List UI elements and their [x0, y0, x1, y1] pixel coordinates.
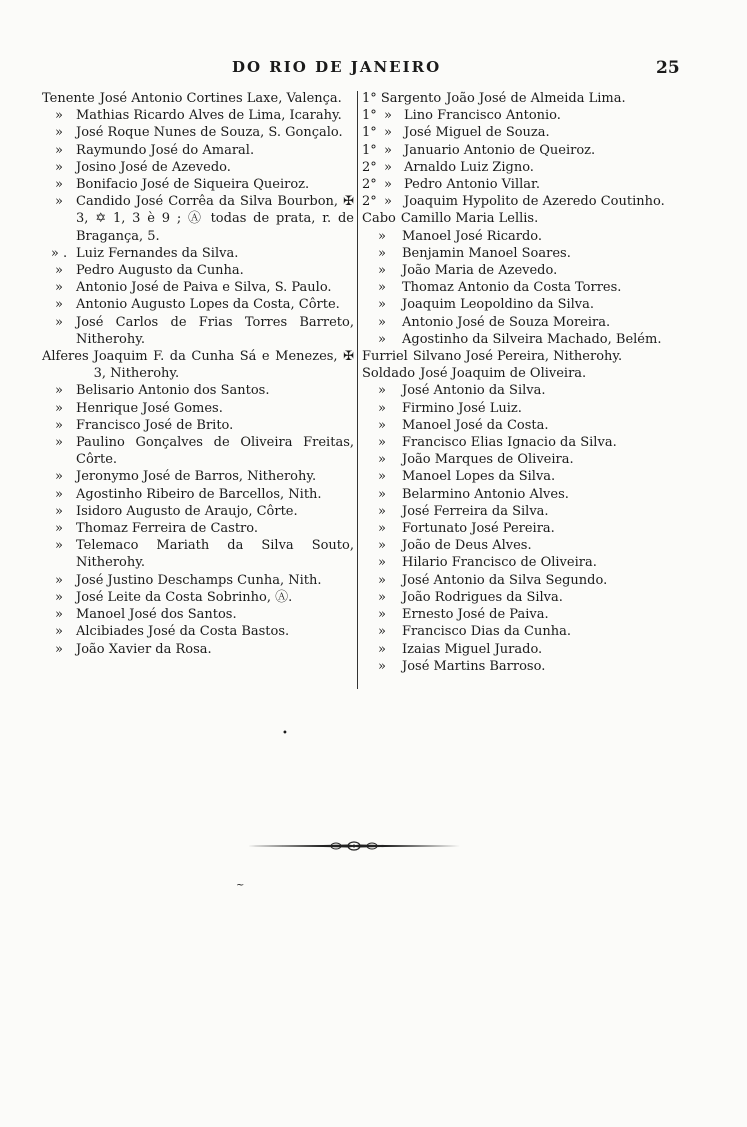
- ditto-mark: »: [378, 314, 386, 330]
- ditto-mark: »: [378, 400, 386, 416]
- ditto-mark: »: [384, 125, 392, 141]
- person-name: Henrique José Gomes.: [76, 400, 223, 416]
- person-name: Thomaz Ferreira de Castro.: [76, 521, 258, 537]
- list-item: [42, 382, 354, 399]
- person-name: José Martins Barroso.: [402, 658, 546, 674]
- ditto-mark: »: [55, 177, 63, 193]
- list-item: [42, 245, 354, 262]
- ditto-mark: »: [55, 194, 63, 210]
- ditto-mark: »: [378, 383, 386, 399]
- ditto-mark: »: [378, 452, 386, 468]
- right-column: [362, 90, 680, 675]
- rank-label: Furriel: [362, 349, 408, 365]
- person-name: Manoel José da Costa.: [402, 417, 549, 433]
- person-name: Alcibiades José da Costa Bastos.: [76, 624, 290, 640]
- person-name: Fortunato José Pereira.: [402, 521, 555, 537]
- list-item: [362, 90, 680, 107]
- ditto-mark: »: [378, 331, 386, 347]
- rank-label: Cabo: [362, 211, 396, 227]
- list-item: [362, 451, 680, 468]
- ditto-mark: »: [378, 297, 386, 313]
- ditto-mark: »: [378, 280, 386, 296]
- ditto-mark: »: [378, 521, 386, 537]
- person-name: Telemaco Mariath da Silva Souto, Nitherohy.: [76, 538, 354, 571]
- list-item: [42, 90, 354, 107]
- list-item: [42, 417, 354, 434]
- list-item: [362, 434, 680, 451]
- person-name: Thomaz Antonio da Costa Torres.: [402, 280, 622, 296]
- ornamental-rule: [248, 840, 460, 852]
- ditto-mark: »: [55, 589, 63, 605]
- running-title: DO RIO DE JANEIRO: [232, 58, 442, 76]
- person-name: Manoel Lopes da Silva.: [402, 469, 556, 485]
- person-name: Benjamin Manoel Soares.: [402, 245, 571, 261]
- list-item: [362, 554, 680, 571]
- ditto-mark: »: [55, 159, 63, 175]
- person-name: Silvano José Pereira, Nitherohy.: [412, 349, 623, 365]
- list-item: [362, 348, 680, 365]
- ditto-mark: »: [55, 521, 63, 537]
- person-name: Francisco José de Brito.: [76, 417, 234, 433]
- ditto-mark: »: [378, 658, 386, 674]
- ditto-mark: »: [384, 159, 392, 175]
- ditto-mark: »: [378, 641, 386, 657]
- list-item: [362, 503, 680, 520]
- list-item: [42, 142, 354, 159]
- person-name: Agostinho da Silveira Machado, Belém.: [402, 331, 662, 347]
- list-item: [362, 468, 680, 485]
- person-name: Antonio José de Souza Moreira.: [402, 314, 611, 330]
- ditto-mark: »: [55, 400, 63, 416]
- person-name: Firmino José Luiz.: [402, 400, 522, 416]
- person-name: João José de Almeida Lima.: [446, 91, 626, 106]
- person-name: Agostinho Ribeiro de Barcellos, Nith.: [76, 486, 322, 502]
- person-name: Lino Francisco Antonio.: [404, 108, 561, 124]
- page-number: 25: [656, 58, 680, 78]
- list-item: [42, 107, 354, 124]
- list-item: [362, 520, 680, 537]
- rank-label: Tenente: [42, 91, 95, 106]
- list-item: [42, 486, 354, 503]
- list-item: [362, 159, 680, 176]
- list-item: [362, 279, 680, 296]
- ditto-mark: »: [378, 589, 386, 605]
- person-name: José Leite da Costa Sobrinho, Ⓐ.: [76, 589, 293, 605]
- person-name: Paulino Gonçalves de Oliveira Freitas, Côrte.: [76, 435, 354, 468]
- person-name: Camillo Maria Lellis.: [400, 211, 539, 227]
- list-item: [42, 314, 354, 348]
- person-name: José Antonio da Silva Segundo.: [402, 572, 608, 588]
- person-name: Hilario Francisco de Oliveira.: [402, 555, 597, 571]
- ditto-mark: »: [55, 641, 63, 657]
- person-name: Izaias Miguel Jurado.: [402, 641, 543, 657]
- ditto-mark: »: [55, 142, 63, 158]
- person-name: João Rodrigues da Silva.: [402, 589, 563, 605]
- list-item: [362, 314, 680, 331]
- rank-ordinal: 2°: [362, 177, 377, 193]
- ditto-mark: »: [378, 435, 386, 451]
- list-item: [362, 210, 680, 227]
- person-name: Manoel José dos Santos.: [76, 607, 237, 623]
- person-name: João Maria de Azevedo.: [402, 263, 558, 279]
- list-item: [362, 641, 680, 658]
- list-item: [362, 107, 680, 124]
- person-name: Candido José Corrêa da Silva Bourbon, ✠ 3, ✡ 1, 3 è 9 ; Ⓐ todas de prata, r. de Bragança, 5.: [76, 194, 354, 244]
- person-name: Manoel José Ricardo.: [402, 228, 543, 244]
- ditto-mark: »: [55, 383, 63, 399]
- person-name: José Antonio Cortines Laxe, Valença.: [99, 91, 342, 106]
- person-name: Joaquim F. da Cunha Sá e Menezes, ✠ 3, Nitherohy.: [93, 349, 354, 382]
- list-item: [42, 520, 354, 537]
- person-name: José Joaquim de Oliveira.: [420, 366, 587, 382]
- ditto-mark: »: [55, 297, 63, 313]
- ditto-mark: »: [55, 125, 63, 141]
- person-name: João Marques de Oliveira.: [402, 452, 574, 468]
- person-name: José Roque Nunes de Souza, S. Gonçalo.: [76, 125, 343, 141]
- person-name: Joaquim Leopoldino da Silva.: [402, 297, 595, 313]
- list-item: [362, 382, 680, 399]
- ditto-mark: »: [55, 624, 63, 640]
- ditto-mark: »: [378, 417, 386, 433]
- person-name: José Ferreira da Silva.: [402, 503, 549, 519]
- ditto-mark: »: [55, 263, 63, 279]
- list-item: [362, 623, 680, 640]
- ditto-mark: »: [55, 108, 63, 124]
- ditto-mark: »: [378, 538, 386, 554]
- person-name: Francisco Elias Ignacio da Silva.: [402, 435, 617, 451]
- ditto-mark: »: [55, 435, 63, 451]
- person-name: Belarmino Antonio Alves.: [402, 486, 569, 502]
- person-name: José Justino Deschamps Cunha, Nith.: [76, 572, 322, 588]
- ditto-mark: »: [55, 417, 63, 433]
- rank-label: 1° Sargento: [362, 91, 442, 106]
- list-item: [42, 176, 354, 193]
- person-name: Isidoro Augusto de Araujo, Côrte.: [76, 503, 298, 519]
- column-divider: [357, 91, 358, 689]
- ditto-mark: »: [378, 624, 386, 640]
- list-item: [362, 193, 680, 210]
- person-name: José Antonio da Silva.: [402, 383, 546, 399]
- ditto-mark: »: [378, 245, 386, 261]
- ditto-mark: »: [378, 503, 386, 519]
- list-item: [362, 245, 680, 262]
- ditto-mark: »: [378, 469, 386, 485]
- ditto-mark: »: [55, 469, 63, 485]
- ditto-mark: »: [55, 503, 63, 519]
- left-column: [42, 90, 354, 658]
- list-item: [42, 400, 354, 417]
- rank-ordinal: 1°: [362, 108, 377, 124]
- list-item: [362, 142, 680, 159]
- list-item: [362, 296, 680, 313]
- list-item: [42, 623, 354, 640]
- rank-ordinal: 1°: [362, 142, 377, 158]
- ditto-mark: »: [378, 263, 386, 279]
- ditto-mark: »: [55, 314, 63, 330]
- person-name: José Miguel de Souza.: [404, 125, 550, 141]
- list-item: [42, 296, 354, 313]
- person-name: Raymundo José do Amaral.: [76, 142, 255, 158]
- person-name: Mathias Ricardo Alves de Lima, Icarahy.: [76, 108, 342, 124]
- list-item: [42, 262, 354, 279]
- ditto-mark: »: [378, 572, 386, 588]
- ditto-mark: »: [384, 142, 392, 158]
- list-item: [362, 176, 680, 193]
- ditto-mark: »: [378, 555, 386, 571]
- ditto-mark: »: [378, 607, 386, 623]
- person-name: Januario Antonio de Queiroz.: [404, 142, 596, 158]
- ditto-mark: »: [378, 486, 386, 502]
- person-name: Antonio José de Paiva e Silva, S. Paulo.: [76, 280, 332, 296]
- ditto-mark: »: [55, 607, 63, 623]
- person-name: Joaquim Hypolito de Azeredo Coutinho.: [404, 194, 665, 210]
- list-item: [42, 641, 354, 658]
- person-name: Ernesto José de Paiva.: [402, 607, 549, 623]
- list-item: [42, 124, 354, 141]
- list-item: [42, 589, 354, 606]
- rank-label: Alferes: [42, 349, 89, 365]
- list-item: [42, 503, 354, 520]
- ditto-mark: »: [55, 486, 63, 502]
- list-item: [362, 537, 680, 554]
- ditto-mark: »: [55, 538, 63, 554]
- list-item: [362, 262, 680, 279]
- ink-speck: •: [282, 728, 288, 739]
- list-item: [42, 468, 354, 485]
- person-name: Luiz Fernandes da Silva.: [76, 245, 239, 261]
- ditto-mark: »: [378, 228, 386, 244]
- person-name: João de Deus Alves.: [402, 538, 532, 554]
- person-name: Pedro Antonio Villar.: [404, 177, 540, 193]
- person-name: Belisario Antonio dos Santos.: [76, 383, 270, 399]
- ditto-mark: »: [55, 572, 63, 588]
- list-item: [42, 159, 354, 176]
- person-name: Jeronymo José de Barros, Nitherohy.: [76, 469, 317, 485]
- ditto-mark: »: [384, 194, 392, 210]
- list-item: [42, 348, 354, 382]
- person-name: João Xavier da Rosa.: [76, 641, 212, 657]
- list-item: [42, 572, 354, 589]
- list-item: [42, 434, 354, 468]
- ditto-mark: »: [384, 108, 392, 124]
- person-name: Bonifacio José de Siqueira Queiroz.: [76, 177, 310, 193]
- ditto-mark: »: [55, 280, 63, 296]
- list-item: [362, 417, 680, 434]
- ditto-mark: »: [384, 177, 392, 193]
- list-item: [362, 606, 680, 623]
- list-item: [42, 279, 354, 296]
- rank-label: Soldado: [362, 366, 416, 382]
- list-item: [362, 572, 680, 589]
- list-item: [362, 658, 680, 675]
- list-item: [42, 606, 354, 623]
- list-item: [362, 228, 680, 245]
- list-item: [362, 589, 680, 606]
- list-item: [42, 537, 354, 571]
- list-item: [42, 193, 354, 245]
- rank-ordinal: 2°: [362, 159, 377, 175]
- list-item: [362, 124, 680, 141]
- ditto-mark: » .: [50, 245, 68, 261]
- person-name: Francisco Dias da Cunha.: [402, 624, 571, 640]
- page-header: [0, 58, 747, 82]
- person-name: Josino José de Azevedo.: [76, 159, 231, 175]
- person-name: Arnaldo Luiz Zigno.: [404, 159, 534, 175]
- list-item: [362, 365, 680, 382]
- list-item: [362, 486, 680, 503]
- person-name: Pedro Augusto da Cunha.: [76, 263, 244, 279]
- ink-speck: ~: [236, 880, 245, 891]
- list-item: [362, 400, 680, 417]
- person-name: Antonio Augusto Lopes da Costa, Côrte.: [76, 297, 340, 313]
- person-name: José Carlos de Frias Torres Barreto, Nitherohy.: [76, 314, 354, 347]
- rank-ordinal: 2°: [362, 194, 377, 210]
- list-item: [362, 331, 680, 348]
- rank-ordinal: 1°: [362, 125, 377, 141]
